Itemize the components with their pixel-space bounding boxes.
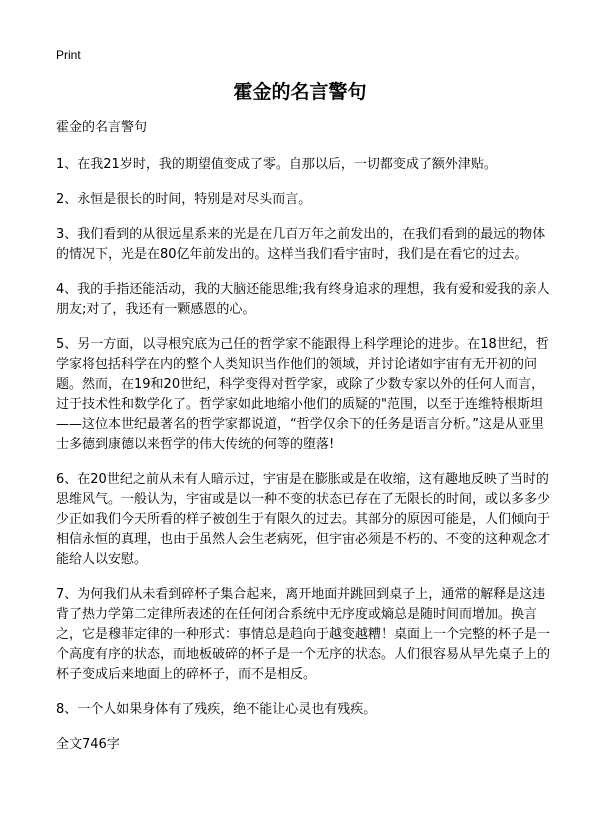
page-title: 霍金的名言警句 [233, 81, 367, 103]
quote-paragraph-4: 4、我的手指还能活动，我的大脑还能思维;我有终身追求的理想，我有爱和爱我的亲人朋友;对了，我还有一颗感恩的心。 [56, 282, 550, 317]
word-count: 全文746字 [56, 737, 120, 752]
quote-paragraph-3: 3、我们看到的从很远星系来的光是在几百万年之前发出的，在我们看到的最远的物体的情况下，光是在80亿年前发出的。这样当我们看宇宙时，我们是在看它的过去。 [56, 227, 546, 262]
quote-paragraph-7: 7、为何我们从未看到碎杯子集合起来，离开地面并跳回到桌子上，通常的解释是这违背了热力学第二定律所表述的在任何闭合系统中无序度或熵总是随时间而增加。换言之，它是穆菲定律的一种形式：事情总是趋向于越变越糟！桌面上一个完整的杯子是一个高度有序的状态，而地板破碎的杯子是一个无序的状态。人们很容易从早先桌子上的杯子变成后来地面上的碎杯子，而不是相反。 [56, 587, 551, 682]
quote-paragraph-2: 2、永恒是很长的时间，特别是对尽头而言。 [56, 192, 312, 207]
quote-paragraph-6: 6、在20世纪之前从未有人暗示过，宇宙是在膨胀或是在收缩，这有趣地反映了当时的思维风气。一般认为，宇宙或是以一种不变的状态已存在了无限长的时间，或以多多少少正如我们今天所看的样子被创生于有限久的过去。其部分的原因可能是，人们倾向于相信永恒的真理，也由于虽然人会生老病死，但宇宙必须是不朽的、不变的这种观念才能给人以安慰。 [56, 472, 551, 567]
article-subtitle: 霍金的名言警句 [56, 120, 148, 135]
quote-paragraph-1: 1、在我21岁时，我的期望值变成了零。自那以后，一切都变成了额外津贴。 [56, 157, 497, 172]
quote-paragraph-5: 5、另一方面，以寻根究底为己任的哲学家不能跟得上科学理论的进步。在18世纪，哲学家将包括科学在内的整个人类知识当作他们的领域，并讨论诸如宇宙有无开初的问题。然而，在19和20世纪，科学变得对哲学家，或除了少数专家以外的任何人而言，过于技术性和数学化了。哲学家如此地缩小他们的质疑的"范围，以至于连维特根斯坦——这位本世纪最著名的哲学家都说道，“哲学仅余下的任务是语言分析。”这是从亚里士多德到康德以来哲学的伟大传统的何等的堕落! [56, 337, 549, 452]
article-body [56, 118, 556, 770]
print-link[interactable]: Print [56, 48, 81, 62]
quote-paragraph-8: 8、一个人如果身体有了残疾，绝不能让心灵也有残疾。 [56, 702, 377, 717]
